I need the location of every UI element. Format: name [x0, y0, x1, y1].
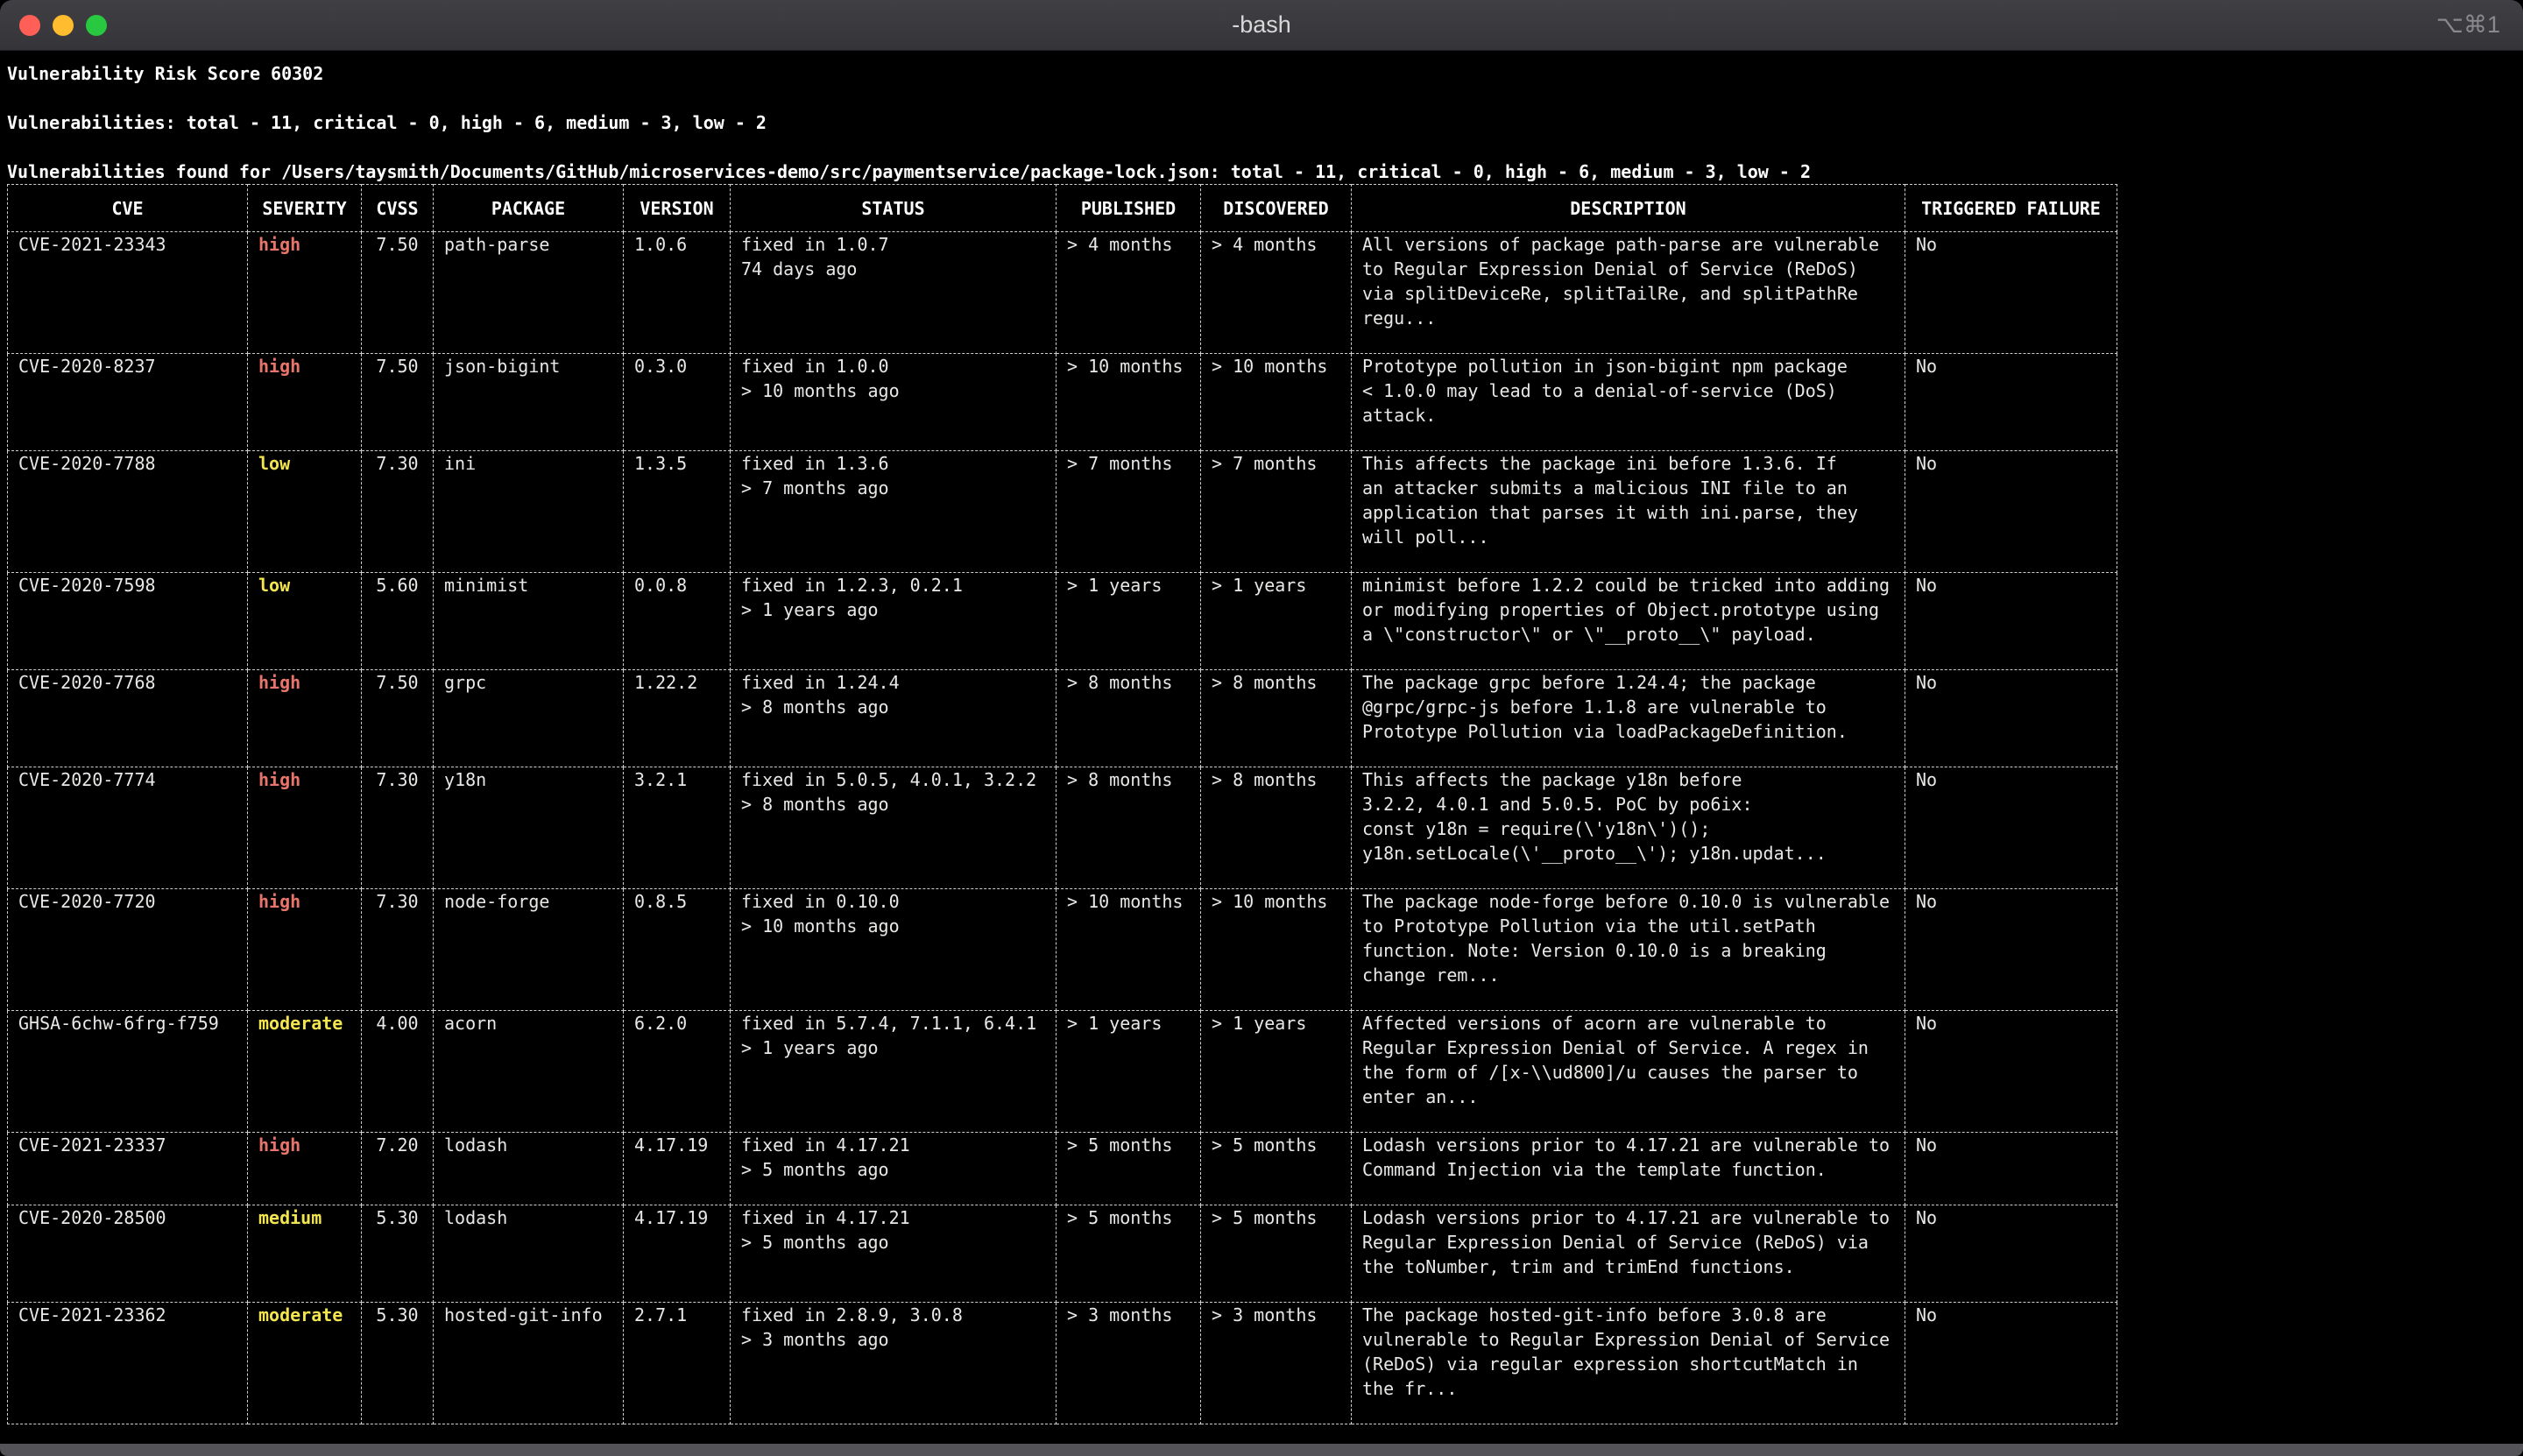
cell-cvss: 7.30: [362, 767, 434, 889]
table-row: [8, 670, 2117, 767]
cell-cve: CVE-2021-23362: [8, 1303, 248, 1424]
table-row: [8, 1133, 2117, 1205]
column-header-discovered: DISCOVERED: [1201, 185, 1352, 232]
cell-severity: medium: [248, 1205, 362, 1303]
cell-published: > 7 months: [1057, 451, 1201, 573]
cell-published: > 10 months: [1057, 354, 1201, 451]
cell-cve: CVE-2020-7788: [8, 451, 248, 573]
cell-description: This affects the package ini before 1.3.6. If an attacker submits a malicious INI file to an application that parses it with ini.parse, they will poll...: [1352, 451, 1905, 573]
cell-triggered-failure: No: [1905, 451, 2117, 573]
window-bottom-edge: [0, 1444, 2523, 1456]
cell-description: The package hosted-git-info before 3.0.8 are vulnerable to Regular Expression Denial of Service (ReDoS) via regular expression shortcutMatch in the fr...: [1352, 1303, 1905, 1424]
cell-package: grpc: [434, 670, 624, 767]
cell-description: Lodash versions prior to 4.17.21 are vulnerable to Command Injection via the template function.: [1352, 1133, 1905, 1205]
cell-discovered: > 3 months: [1201, 1303, 1352, 1424]
vulnerability-table: [7, 184, 2117, 1424]
cell-cve: CVE-2020-7774: [8, 767, 248, 889]
cell-triggered-failure: No: [1905, 1133, 2117, 1205]
cell-version: 1.0.6: [624, 232, 731, 354]
table-row: [8, 1011, 2117, 1133]
column-header-cvss: CVSS: [362, 185, 434, 232]
cell-description: minimist before 1.2.2 could be tricked into adding or modifying properties of Object.prototype using a \"constructor\" or \"__proto__\" payload.: [1352, 573, 1905, 670]
cell-discovered: > 4 months: [1201, 232, 1352, 354]
table-row: [8, 1205, 2117, 1303]
cell-description: Lodash versions prior to 4.17.21 are vulnerable to Regular Expression Denial of Service (ReDoS) via the toNumber, trim and trimEnd functions.: [1352, 1205, 1905, 1303]
cell-package: path-parse: [434, 232, 624, 354]
close-button[interactable]: [19, 15, 40, 36]
cell-triggered-failure: No: [1905, 767, 2117, 889]
cell-published: > 3 months: [1057, 1303, 1201, 1424]
table-header-row: [8, 185, 2117, 232]
cell-version: 2.7.1: [624, 1303, 731, 1424]
cell-discovered: > 1 years: [1201, 1011, 1352, 1133]
cell-cve: CVE-2020-7598: [8, 573, 248, 670]
cell-severity: moderate: [248, 1303, 362, 1424]
cell-triggered-failure: No: [1905, 1205, 2117, 1303]
cell-cve: CVE-2020-28500: [8, 1205, 248, 1303]
cell-status: fixed in 5.0.5, 4.0.1, 3.2.2 > 8 months ago: [731, 767, 1057, 889]
cell-published: > 5 months: [1057, 1205, 1201, 1303]
file-scan-line: Vulnerabilities found for /Users/taysmith/Documents/GitHub/microservices-demo/src/paymentservice/package-lock.json: total - 11, critical - 0, high - 6, medium - 3, low - 2: [7, 161, 1812, 182]
cell-cvss: 7.50: [362, 670, 434, 767]
cell-published: > 4 months: [1057, 232, 1201, 354]
cell-version: 6.2.0: [624, 1011, 731, 1133]
cell-discovered: > 10 months: [1201, 354, 1352, 451]
cell-triggered-failure: No: [1905, 232, 2117, 354]
cell-cve: CVE-2020-7720: [8, 889, 248, 1011]
risk-score-line: Vulnerability Risk Score 60302: [7, 63, 324, 84]
cell-cve: CVE-2020-7768: [8, 670, 248, 767]
cell-cve: CVE-2021-23337: [8, 1133, 248, 1205]
cell-cve: GHSA-6chw-6frg-f759: [8, 1011, 248, 1133]
cell-status: fixed in 1.2.3, 0.2.1 > 1 years ago: [731, 573, 1057, 670]
cell-triggered-failure: No: [1905, 1011, 2117, 1133]
cell-cvss: 7.50: [362, 354, 434, 451]
cell-package: ini: [434, 451, 624, 573]
minimize-button[interactable]: [53, 15, 74, 36]
terminal-screen[interactable]: [0, 51, 2523, 1424]
cell-cve: CVE-2020-8237: [8, 354, 248, 451]
cell-discovered: > 7 months: [1201, 451, 1352, 573]
window-shortcut-badge: ⌥⌘1: [2435, 11, 2500, 38]
table-body: [8, 232, 2117, 1424]
traffic-lights: [19, 0, 107, 50]
cell-discovered: > 8 months: [1201, 670, 1352, 767]
cell-discovered: > 10 months: [1201, 889, 1352, 1011]
cell-package: hosted-git-info: [434, 1303, 624, 1424]
cell-published: > 10 months: [1057, 889, 1201, 1011]
cell-triggered-failure: No: [1905, 354, 2117, 451]
totals-line: Vulnerabilities: total - 11, critical - 0, high - 6, medium - 3, low - 2: [7, 112, 767, 133]
cell-package: lodash: [434, 1133, 624, 1205]
scan-summary: [7, 61, 2523, 184]
cell-package: minimist: [434, 573, 624, 670]
cell-status: fixed in 0.10.0 > 10 months ago: [731, 889, 1057, 1011]
cell-published: > 8 months: [1057, 767, 1201, 889]
cell-triggered-failure: No: [1905, 1303, 2117, 1424]
cell-status: fixed in 1.3.6 > 7 months ago: [731, 451, 1057, 573]
cell-package: lodash: [434, 1205, 624, 1303]
table-row: [8, 573, 2117, 670]
column-header-status: STATUS: [731, 185, 1057, 232]
cell-severity: high: [248, 354, 362, 451]
cell-cvss: 7.50: [362, 232, 434, 354]
table-row: [8, 232, 2117, 354]
zoom-button[interactable]: [86, 15, 107, 36]
cell-version: 0.8.5: [624, 889, 731, 1011]
cell-status: fixed in 1.24.4 > 8 months ago: [731, 670, 1057, 767]
cell-status: fixed in 4.17.21 > 5 months ago: [731, 1205, 1057, 1303]
cell-discovered: > 1 years: [1201, 573, 1352, 670]
cell-published: > 1 years: [1057, 573, 1201, 670]
cell-description: Prototype pollution in json-bigint npm package < 1.0.0 may lead to a denial-of-service (DoS) attack.: [1352, 354, 1905, 451]
table-row: [8, 354, 2117, 451]
cell-published: > 1 years: [1057, 1011, 1201, 1133]
cell-package: json-bigint: [434, 354, 624, 451]
cell-cvss: 7.20: [362, 1133, 434, 1205]
cell-discovered: > 5 months: [1201, 1205, 1352, 1303]
cell-description: The package grpc before 1.24.4; the package @grpc/grpc-js before 1.1.8 are vulnerable to Prototype Pollution via loadPackageDefinition.: [1352, 670, 1905, 767]
blank-line: [7, 135, 2523, 159]
cell-severity: high: [248, 767, 362, 889]
cell-severity: high: [248, 1133, 362, 1205]
column-header-package: PACKAGE: [434, 185, 624, 232]
cell-version: 4.17.19: [624, 1133, 731, 1205]
window-title: -bash: [1232, 11, 1291, 38]
cell-description: The package node-forge before 0.10.0 is vulnerable to Prototype Pollution via the util.setPath function. Note: Version 0.10.0 is a breaking change rem...: [1352, 889, 1905, 1011]
cell-description: All versions of package path-parse are vulnerable to Regular Expression Denial of Service (ReDoS) via splitDeviceRe, splitTailRe, and splitPathRe regu...: [1352, 232, 1905, 354]
window-titlebar[interactable]: [0, 0, 2523, 51]
cell-severity: low: [248, 573, 362, 670]
column-header-severity: SEVERITY: [248, 185, 362, 232]
cell-version: 0.0.8: [624, 573, 731, 670]
cell-description: This affects the package y18n before 3.2.2, 4.0.1 and 5.0.5. PoC by po6ix: const y18n = require(\'y18n\')(); y18n.setLocale(\'__proto__\'); y18n.updat...: [1352, 767, 1905, 889]
column-header-version: VERSION: [624, 185, 731, 232]
cell-triggered-failure: No: [1905, 670, 2117, 767]
cell-triggered-failure: No: [1905, 573, 2117, 670]
cell-status: fixed in 4.17.21 > 5 months ago: [731, 1133, 1057, 1205]
cell-severity: moderate: [248, 1011, 362, 1133]
cell-package: y18n: [434, 767, 624, 889]
cell-severity: low: [248, 451, 362, 573]
cell-version: 4.17.19: [624, 1205, 731, 1303]
cell-status: fixed in 5.7.4, 7.1.1, 6.4.1 > 1 years ago: [731, 1011, 1057, 1133]
cell-cve: CVE-2021-23343: [8, 232, 248, 354]
cell-published: > 5 months: [1057, 1133, 1201, 1205]
cell-description: Affected versions of acorn are vulnerable to Regular Expression Denial of Service. A regex in the form of /[x-\\ud800]/u causes the parser to enter an...: [1352, 1011, 1905, 1133]
cell-severity: high: [248, 232, 362, 354]
cell-cvss: 5.60: [362, 573, 434, 670]
column-header-published: PUBLISHED: [1057, 185, 1201, 232]
cell-version: 1.3.5: [624, 451, 731, 573]
cell-cvss: 7.30: [362, 889, 434, 1011]
cell-version: 3.2.1: [624, 767, 731, 889]
cell-status: fixed in 1.0.7 74 days ago: [731, 232, 1057, 354]
cell-version: 0.3.0: [624, 354, 731, 451]
cell-cvss: 7.30: [362, 451, 434, 573]
cell-severity: high: [248, 889, 362, 1011]
column-header-description: DESCRIPTION: [1352, 185, 1905, 232]
table-row: [8, 889, 2117, 1011]
column-header-cve: CVE: [8, 185, 248, 232]
cell-triggered-failure: No: [1905, 889, 2117, 1011]
cell-package: acorn: [434, 1011, 624, 1133]
blank-line: [7, 86, 2523, 110]
cell-cvss: 4.00: [362, 1011, 434, 1133]
cell-package: node-forge: [434, 889, 624, 1011]
cell-discovered: > 5 months: [1201, 1133, 1352, 1205]
column-header-triggered-failure: TRIGGERED FAILURE: [1905, 185, 2117, 232]
cell-version: 1.22.2: [624, 670, 731, 767]
cell-status: fixed in 1.0.0 > 10 months ago: [731, 354, 1057, 451]
cell-discovered: > 8 months: [1201, 767, 1352, 889]
table-row: [8, 767, 2117, 889]
cell-status: fixed in 2.8.9, 3.0.8 > 3 months ago: [731, 1303, 1057, 1424]
cell-published: > 8 months: [1057, 670, 1201, 767]
cell-cvss: 5.30: [362, 1303, 434, 1424]
cell-cvss: 5.30: [362, 1205, 434, 1303]
table-row: [8, 1303, 2117, 1424]
table-row: [8, 451, 2117, 573]
cell-severity: high: [248, 670, 362, 767]
